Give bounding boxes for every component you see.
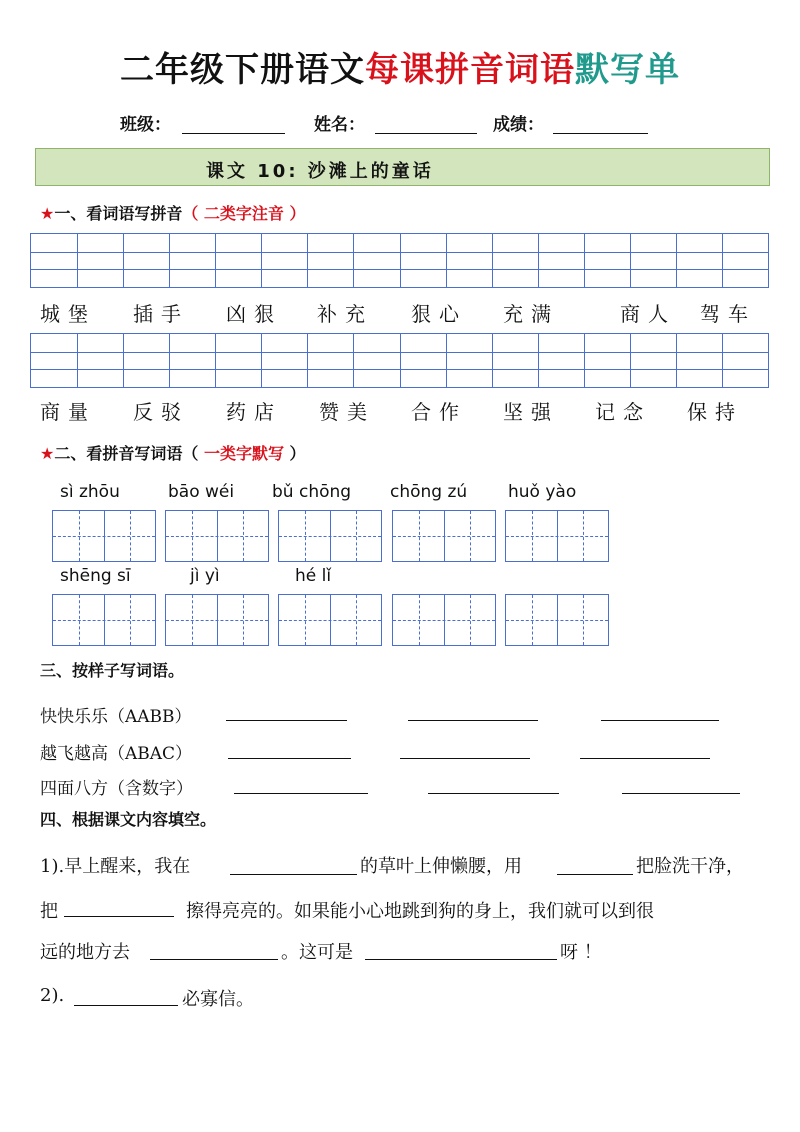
tianzige-box[interactable] [165, 594, 269, 646]
pinyin-row-2 [0, 566, 800, 590]
guide-line [506, 620, 608, 621]
grid-line [492, 234, 493, 287]
answer-blank[interactable] [408, 720, 538, 721]
paren-close: ） [283, 444, 306, 463]
fill-blank[interactable] [74, 1005, 178, 1006]
section-2-note: 一类字默写 [203, 444, 284, 463]
passage-text: 远的地方去 [40, 942, 130, 963]
grid-line [123, 334, 124, 387]
grid-line [215, 234, 216, 287]
grid-line [630, 234, 631, 287]
pinyin: bāo wéi [168, 482, 235, 502]
tianzige-box[interactable] [165, 510, 269, 562]
guide-line [356, 595, 357, 645]
pinyin: hé lǐ [295, 566, 332, 586]
pinyin: huǒ yào [508, 482, 577, 502]
passage-text: 2). [40, 985, 65, 1006]
word: 狠心 [411, 302, 467, 326]
answer-blank[interactable] [228, 758, 351, 759]
word: 插手 [133, 302, 189, 326]
guide-line [79, 595, 80, 645]
fill-blank[interactable] [365, 959, 557, 960]
name-field[interactable] [375, 113, 477, 134]
pinyin: jì yì [190, 566, 220, 586]
grid-line [77, 234, 78, 287]
word-row-2 [0, 396, 800, 424]
section-2-title: 二、看拼音写词语 [54, 444, 183, 463]
guide-line [419, 595, 420, 645]
passage-text: 把脸洗干净， [636, 856, 744, 877]
tianzige-box[interactable] [52, 594, 156, 646]
guide-line [243, 511, 244, 561]
score-field[interactable] [553, 113, 648, 134]
section-2-heading [40, 441, 306, 464]
passage-text: 呀 ！ [560, 942, 602, 963]
class-field[interactable] [182, 113, 285, 134]
word: 充满 [503, 302, 559, 326]
section-1-heading [40, 201, 306, 224]
pinyin-grid-2[interactable] [30, 333, 769, 388]
grid-line [676, 334, 677, 387]
word: 赞美 [319, 400, 375, 424]
grid-line [446, 334, 447, 387]
grid-line [538, 334, 539, 387]
grid-line [630, 334, 631, 387]
grid-line [169, 334, 170, 387]
example-item: 快快乐乐（AABB） [40, 707, 192, 727]
section-1-title: 一、看词语写拼音 [54, 204, 183, 223]
word: 商量 [40, 400, 96, 424]
tianzige-box[interactable] [52, 510, 156, 562]
answer-blank[interactable] [580, 758, 710, 759]
tianzige-box[interactable] [278, 510, 382, 562]
pinyin: sì zhōu [60, 482, 120, 502]
grid-line [400, 234, 401, 287]
answer-blank[interactable] [428, 793, 559, 794]
grid-line [123, 234, 124, 287]
guide-line [79, 511, 80, 561]
tianzige-box[interactable] [278, 594, 382, 646]
answer-blank[interactable] [234, 793, 368, 794]
class-label: 班级： [120, 115, 171, 135]
name-label: 姓名： [314, 115, 365, 135]
word: 补充 [317, 302, 373, 326]
fill-blank[interactable] [150, 959, 278, 960]
pinyin: bǔ chōng [272, 482, 352, 502]
grid-line [261, 334, 262, 387]
grid-line [400, 334, 401, 387]
guide-line [419, 511, 420, 561]
guide-line [166, 536, 268, 537]
word: 城堡 [40, 302, 96, 326]
tianzige-box[interactable] [392, 594, 496, 646]
fill-blank[interactable] [557, 874, 633, 875]
word: 药店 [226, 400, 282, 424]
section-4-title: 四、根据课文内容填空。 [40, 810, 217, 829]
answer-blank[interactable] [226, 720, 347, 721]
guide-line [583, 511, 584, 561]
word: 凶狠 [226, 302, 282, 326]
guide-line [532, 595, 533, 645]
example-item: 越飞越高（ABAC） [40, 744, 193, 764]
title-part-1: 二年级下册语文 [120, 50, 365, 90]
guide-line [393, 536, 495, 537]
guide-line [279, 536, 381, 537]
grid-line [538, 234, 539, 287]
star-icon: ★ [40, 204, 55, 223]
answer-blank[interactable] [622, 793, 740, 794]
grid-line [584, 234, 585, 287]
guide-line [166, 620, 268, 621]
pinyin: chōng zú [390, 482, 468, 502]
word-row-1 [0, 298, 800, 326]
passage-text: 擦得亮亮的。如果能小心地跳到狗的身上，我们就可以到很 [186, 901, 654, 922]
score-label: 成绩： [493, 115, 544, 135]
guide-line [305, 595, 306, 645]
passage-text: 的草叶上伸懒腰，用 [360, 856, 522, 877]
guide-line [192, 595, 193, 645]
guide-line [53, 620, 155, 621]
grid-line [446, 234, 447, 287]
grid-line [492, 334, 493, 387]
passage-text: 必寡信。 [182, 989, 254, 1010]
lesson-banner [35, 148, 770, 186]
section-1-note: （ 二类字注音 ） [182, 204, 306, 223]
guide-line [192, 511, 193, 561]
guide-line [532, 511, 533, 561]
grid-line [307, 334, 308, 387]
passage-text: 1).早上醒来，我在 [40, 856, 191, 877]
title-part-3: 默写单 [575, 50, 680, 90]
word: 合作 [411, 400, 467, 424]
guide-line [305, 511, 306, 561]
lesson-title: 课文 10: 沙滩上的童话 [206, 161, 434, 182]
guide-line [506, 536, 608, 537]
paren-open: （ [182, 444, 204, 463]
answer-blank[interactable] [400, 758, 530, 759]
tianzige-box[interactable] [505, 510, 609, 562]
word: 保持 [687, 400, 743, 424]
worksheet-title [0, 42, 800, 91]
answer-blank[interactable] [601, 720, 719, 721]
pinyin-grid-1[interactable] [30, 233, 769, 288]
star-icon: ★ [40, 444, 55, 463]
grid-line [215, 334, 216, 387]
guide-line [53, 536, 155, 537]
fill-blank[interactable] [230, 874, 357, 875]
passage-text: 。这可是 [281, 942, 353, 963]
pinyin-row-1 [0, 482, 800, 506]
example-item: 四面八方（含数字） [40, 779, 193, 799]
grid-line [77, 334, 78, 387]
grid-line [722, 234, 723, 287]
grid-line [307, 234, 308, 287]
grid-line [353, 334, 354, 387]
grid-line [722, 334, 723, 387]
fill-blank[interactable] [64, 916, 174, 917]
guide-line [583, 595, 584, 645]
word: 商人 [620, 302, 676, 326]
guide-line [470, 511, 471, 561]
grid-line [584, 334, 585, 387]
grid-line [169, 234, 170, 287]
title-part-2: 每课拼音词语 [365, 50, 575, 90]
pinyin: shēng sī [60, 566, 131, 586]
passage-text: 把 [40, 901, 58, 922]
guide-line [356, 511, 357, 561]
word: 驾车 [700, 302, 756, 326]
tianzige-box[interactable] [392, 510, 496, 562]
guide-line [279, 620, 381, 621]
section-3-title: 三、按样子写词语。 [40, 661, 185, 680]
tianzige-box[interactable] [505, 594, 609, 646]
guide-line [243, 595, 244, 645]
guide-line [470, 595, 471, 645]
grid-line [676, 234, 677, 287]
word: 坚强 [503, 400, 559, 424]
guide-line [130, 511, 131, 561]
grid-line [261, 234, 262, 287]
guide-line [393, 620, 495, 621]
word: 记念 [595, 400, 651, 424]
guide-line [130, 595, 131, 645]
grid-line [353, 234, 354, 287]
word: 反驳 [133, 400, 189, 424]
